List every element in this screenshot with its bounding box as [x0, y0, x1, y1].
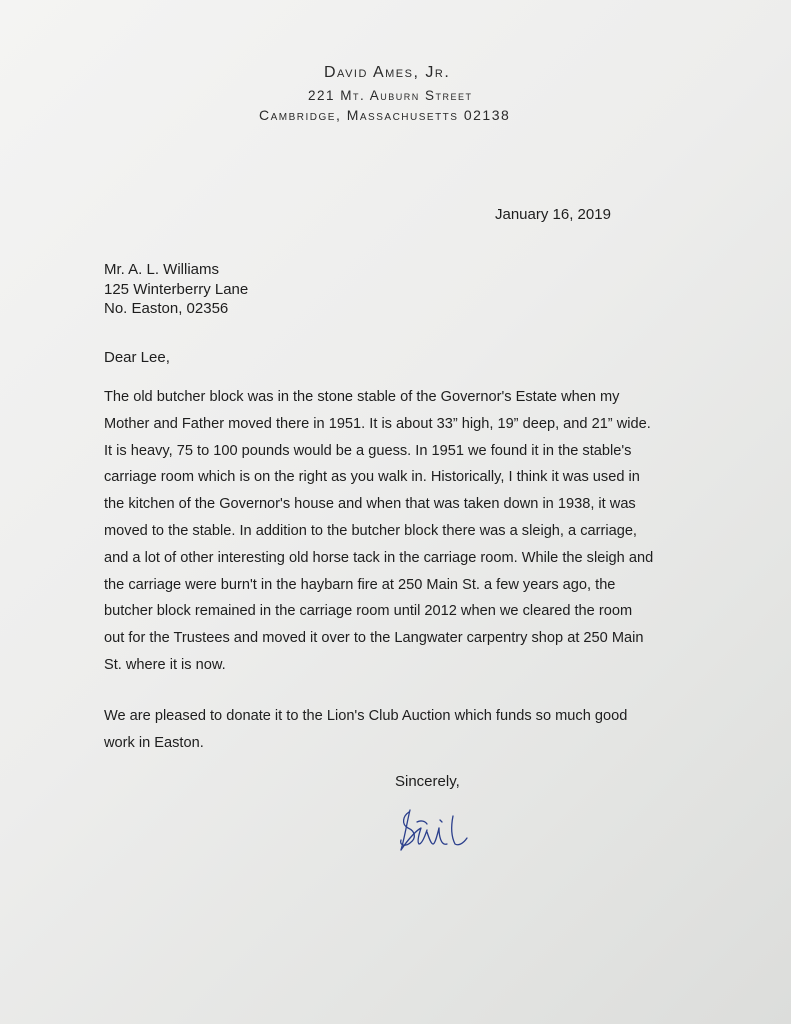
paragraph-line: It is heavy, 75 to 100 pounds would be a guess. In 1951 we found it in the stable's — [104, 442, 632, 459]
paragraph-line: the kitchen of the Governor's house and when that was taken down in 1938, it was — [104, 496, 636, 513]
paragraph-line: moved to the stable. In addition to the butcher block there was a sleigh, a carriage, — [104, 522, 637, 539]
paragraph-line: work in Easton. — [104, 734, 204, 751]
sender-name: David Ames, Jr. — [324, 64, 451, 81]
recipient-address — [104, 260, 248, 319]
paragraph-line: The old butcher block was in the stone stable of the Governor's Estate when my — [104, 389, 620, 405]
recipient-name: Mr. A. L. Williams — [104, 261, 220, 278]
paragraph-line: and a lot of other interesting old horse tack in the carriage room. While the sleigh and — [104, 549, 654, 566]
body-paragraph-2 — [104, 703, 627, 757]
recipient-street: 125 Winterberry Lane — [104, 280, 249, 298]
sender-city: Cambridge, Massachusetts 02138 — [259, 107, 511, 123]
paragraph-line: St. where it is now. — [104, 656, 226, 673]
paragraph-line: the carriage were burn't in the haybarn fire at 250 Main St. a few years ago, the — [104, 576, 616, 593]
salutation: Dear Lee, — [104, 349, 170, 366]
body-paragraph-1 — [104, 384, 653, 679]
sender-street: 221 Mt. Auburn Street — [308, 88, 473, 103]
paragraph-line: Mother and Father moved there in 1951. It is about 33” high, 19” deep, and 21” wide. — [104, 415, 651, 432]
paragraph-line: carriage room which is on the right as you walk in. Historically, I think it was used in — [104, 469, 640, 486]
paragraph-line: We are pleased to donate it to the Lion's Club Auction which funds so much good — [104, 708, 628, 724]
paragraph-line: out for the Trustees and moved it over to the Langwater carpentry shop at 250 Main — [104, 630, 644, 647]
recipient-city: No. Easton, 02356 — [104, 300, 229, 317]
signature-icon — [395, 800, 475, 860]
paragraph-line: butcher block remained in the carriage room until 2012 when we cleared the room — [104, 603, 633, 620]
closing: Sincerely, — [395, 773, 460, 790]
letter-date: January 16, 2019 — [495, 206, 611, 223]
